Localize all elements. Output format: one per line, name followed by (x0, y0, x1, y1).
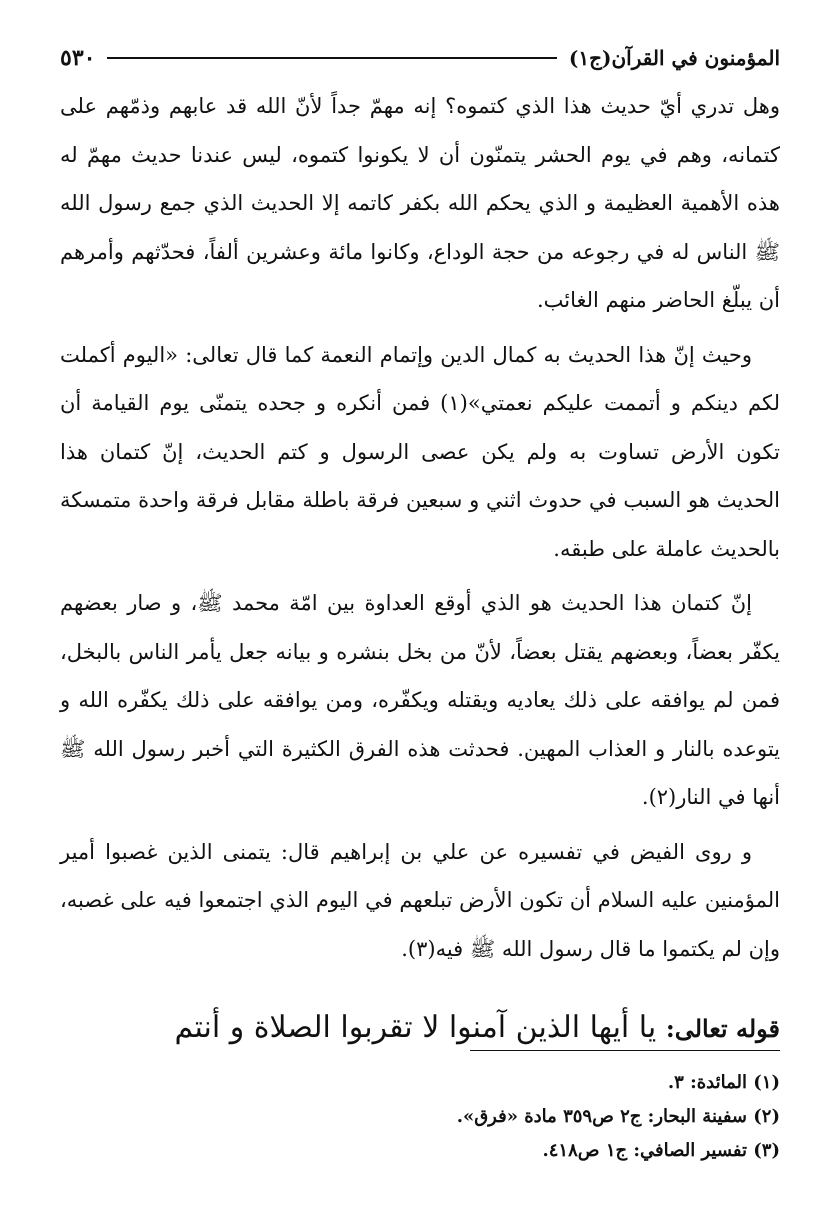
paragraph-1: وهل تدري أيّ حديث هذا الذي كتموه؟ إنه مهمّ جداً لأنّ الله قد عابهم وذمّهم على كتمانه، وهم في يوم الحشر يتمنّون أن لا يكونوا كتموه، ليس عندنا حديث مهمّ له هذه الأهمية العظيمة و الذي يحكم الله بكفر كاتمه إلا الحديث الذي جمع رسول الله ﷺ الناس له في رجوعه من حجة الوداع، وكانوا مائة وعشرين ألفاً، فحدّثهم وأمرهم أن يبلّغ الحاضر منهم الغائب. (60, 94, 780, 312)
header-rule (107, 57, 556, 59)
footnote-3: (٣) تفسير الصافي: ج١ ص٤١٨. (542, 1140, 780, 1161)
verse-lead: قوله تعالى: (665, 1014, 780, 1043)
footnote-2: (٢) سفينة البحار: ج٢ ص٣٥٩ مادة «فرق». (456, 1106, 780, 1127)
paragraph-4: و روى الفيض في تفسيره عن علي بن إبراهيم قال: يتمنى الذين غصبوا أمير المؤمنين عليه السلام أن تكون الأرض تبلعهم في اليوم الذي اجتمعوا فيه على غصبه، وإن لم يكتموا ما قال رسول الله ﷺ فيه(٣). (60, 839, 780, 961)
footnote-1: (١) المائدة: ٣. (667, 1072, 780, 1093)
running-head (60, 38, 780, 78)
paragraph-3: إنّ كتمان هذا الحديث هو الذي أوقع العداوة بين امّة محمد ﷺ، و صار بعضهم يكفّر بعضاً، وبعضهم يقتل بعضاً، لأنّ من بخل بنشره و بيانه جعل يأمر الناس بالبخل، فمن لم يوافقه على ذلك يعاديه ويقتله ويكفّره، ومن يوافقه على ذلك يكفّره الله و يتوعده بالنار و العذاب المهين. فحدثت هذه الفرق الكثيرة التي أخبر رسول الله ﷺ أنها في النار(٢). (60, 591, 780, 809)
footnotes (60, 1066, 780, 1168)
quran-verse (60, 1003, 780, 1054)
book-page (60, 38, 780, 1188)
book-title: المؤمنون في القرآن(ج١) (568, 46, 780, 70)
body-text (60, 82, 780, 973)
footnote-rule (470, 1050, 780, 1051)
page-number: ٥٣٠ (60, 45, 96, 71)
paragraph-2: وحيث إنّ هذا الحديث به كمال الدين وإتمام النعمة كما قال تعالى: «اليوم أكملت لكم دينكم و أتممت عليكم نعمتي»(١) فمن أنكره و جحده يتمنّى يوم القيامة أن تكون الأرض تساوت به ولم يكن عصى الرسول و كتم الحديث، إنّ كتمان هذا الحديث هو السبب في حدوث اثني و سبعين فرقة باطلة مقابل فرقة واحدة متمسكة بالحديث عاملة على طبقه. (60, 342, 780, 561)
verse-text: يا أيها الذين آمنوا لا تقربوا الصلاة و أنتم (174, 1010, 657, 1045)
